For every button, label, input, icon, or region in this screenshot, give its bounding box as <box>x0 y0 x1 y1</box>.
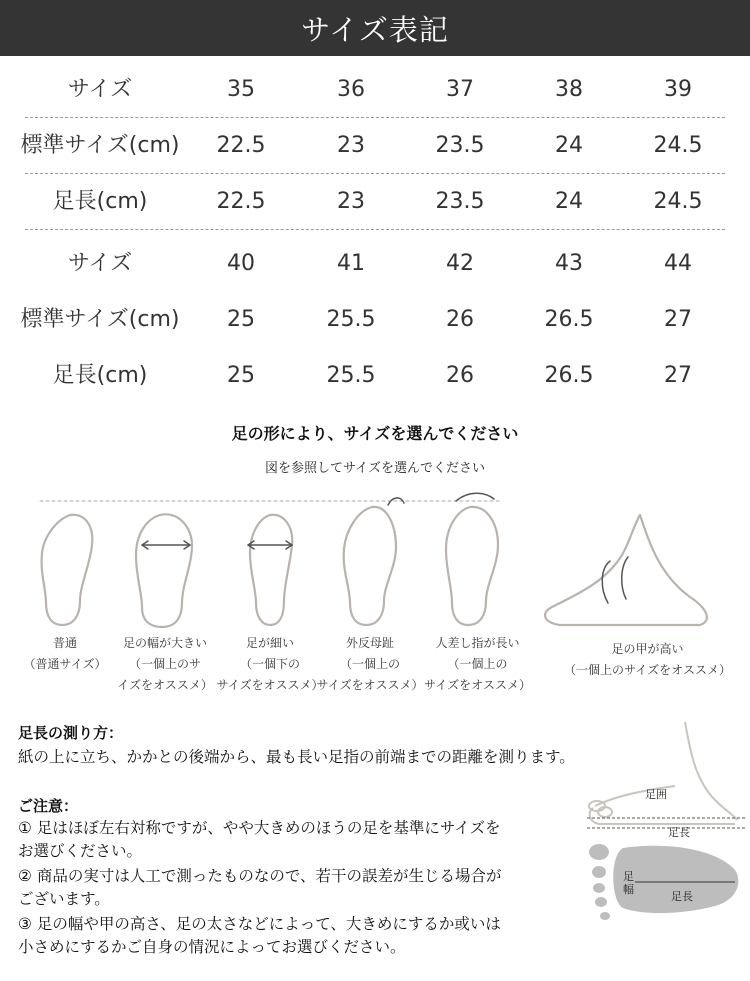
table-cell: 23 <box>337 189 365 214</box>
row-divider <box>25 229 725 230</box>
note-item: ③ 足の幅や甲の高さ、足の太さなどによって、大きめにするか或いは 小さめにするかご自身の情況によってお選びください。 <box>18 915 501 956</box>
table-row <box>0 62 750 118</box>
row-label: 標準サイズ(cm) <box>20 307 180 332</box>
page-header <box>0 0 750 56</box>
table-cell: 26 <box>446 363 474 388</box>
row-label: サイズ <box>67 77 133 102</box>
table-cell: 36 <box>337 77 365 102</box>
table-cell: 41 <box>337 251 365 276</box>
table-cell: 25 <box>227 307 255 332</box>
foot-outlines-icon <box>0 485 750 635</box>
table-cell: 23.5 <box>435 189 485 214</box>
table-cell: 37 <box>446 77 474 102</box>
table-cell: 25 <box>227 363 255 388</box>
foot-type-wide: 足の幅が大きい （一個上のサ イズをオススメ） <box>117 636 213 692</box>
table-cell: 23.5 <box>435 133 485 158</box>
foot-type-high-instep: 足の甲が高い （一個上のサイズをオススメ） <box>564 642 731 677</box>
table-cell: 24.5 <box>653 189 703 214</box>
measure-title: 足長の測り方： <box>18 724 124 742</box>
row-label: 標準サイズ(cm) <box>20 133 180 158</box>
foot-type-bunion: 外反母趾 （一個上の サイズをオススメ） <box>316 636 424 692</box>
length-label: 足長 <box>668 826 690 839</box>
table-row <box>0 118 750 174</box>
table-cell: 35 <box>227 77 255 102</box>
table-cell: 38 <box>555 77 583 102</box>
table-cell: 22.5 <box>216 189 266 214</box>
table-cell: 44 <box>664 251 692 276</box>
girth-label: 足囲 <box>645 788 667 801</box>
table-cell: 27 <box>664 363 692 388</box>
foot-type-normal: 普通 （普通サイズ） <box>23 636 107 671</box>
foot-measure-icon <box>575 720 750 960</box>
table-cell: 22.5 <box>216 133 266 158</box>
table-cell: 26.5 <box>544 307 594 332</box>
table-cell: 42 <box>446 251 474 276</box>
foot-type-long-toe: 人差し指が長い （一個上の サイズをオススメ） <box>424 636 531 692</box>
measure-diagram <box>575 720 750 960</box>
note-item: ② 商品の実寸は人工で測ったものなので、若干の誤差が生じる場合が ございます。 <box>18 867 502 908</box>
measure-text: 紙の上に立ち、かかとの後端から、最も長い足指の前端までの距離を測ります。 <box>18 748 575 766</box>
table-row <box>0 348 750 404</box>
table-cell: 39 <box>664 77 692 102</box>
table-row <box>0 236 750 292</box>
length-label-2: 足長 <box>671 890 693 903</box>
table-cell: 25.5 <box>326 363 376 388</box>
foot-section-title: 足の形により、サイズを選んでください <box>231 424 519 443</box>
table-cell: 26 <box>446 307 474 332</box>
table-cell: 25.5 <box>326 307 376 332</box>
row-label: 足長(cm) <box>52 189 148 214</box>
table-cell: 23 <box>337 133 365 158</box>
foot-types-illustration <box>0 485 750 695</box>
table-row <box>0 174 750 230</box>
table-cell: 24 <box>555 133 583 158</box>
table-cell: 26.5 <box>544 363 594 388</box>
table-cell: 43 <box>555 251 583 276</box>
foot-section-subtitle: 図を参照してサイズを選んでください <box>265 461 485 476</box>
table-cell: 27 <box>664 307 692 332</box>
table-cell: 40 <box>227 251 255 276</box>
page-title: サイズ表記 <box>301 12 449 47</box>
note-item: ① 足はほぼ左右対称ですが、やや大きめのほうの足を基準にサイズを お選びください。 <box>18 819 501 860</box>
row-label: サイズ <box>67 251 133 276</box>
table-cell: 24.5 <box>653 133 703 158</box>
table-cell: 24 <box>555 189 583 214</box>
table-row <box>0 292 750 348</box>
notes-title: ご注意： <box>18 797 79 815</box>
width-label: 足 幅 <box>623 870 634 896</box>
foot-type-narrow: 足が細い （一個下の サイズをオススメ） <box>216 636 324 692</box>
row-label: 足長(cm) <box>52 363 148 388</box>
